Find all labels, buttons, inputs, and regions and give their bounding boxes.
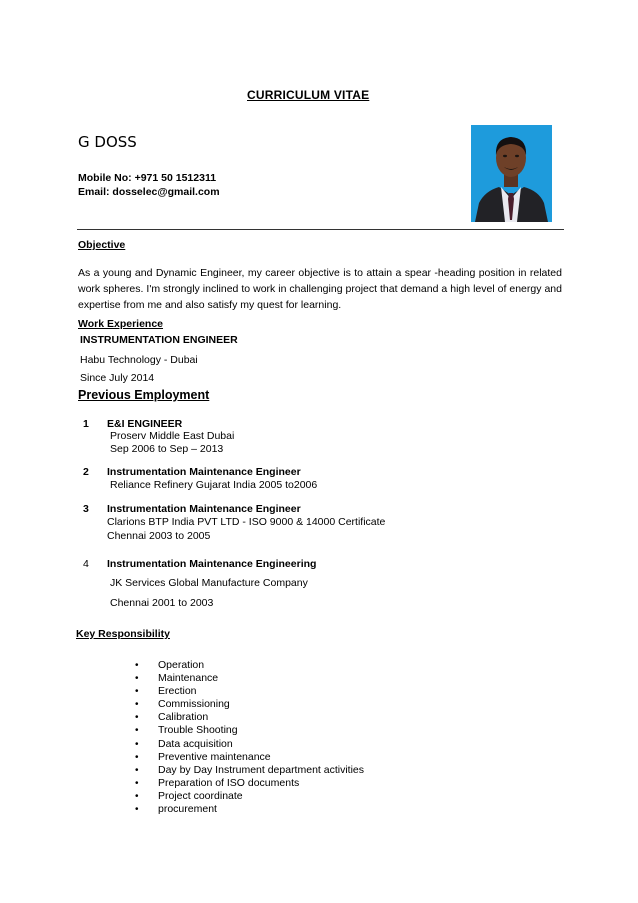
mobile-number: Mobile No: +971 50 1512311 bbox=[78, 172, 217, 184]
employment-detail: Chennai 2003 to 2005 bbox=[107, 530, 211, 542]
list-item: • Erection bbox=[135, 685, 197, 698]
employment-number: 1 bbox=[83, 418, 89, 430]
previous-employment-heading: Previous Employment bbox=[78, 388, 210, 402]
bullet-icon: • bbox=[135, 686, 139, 698]
employment-number: 4 bbox=[83, 558, 89, 570]
responsibility-list bbox=[130, 659, 364, 816]
current-since: Since July 2014 bbox=[80, 372, 155, 384]
employment-title: Instrumentation Maintenance Engineer bbox=[107, 466, 301, 478]
bullet-icon: • bbox=[135, 777, 139, 789]
key-responsibility-heading: Key Responsibility bbox=[76, 628, 170, 640]
list-item: • procurement bbox=[135, 803, 217, 816]
bullet-icon: • bbox=[135, 790, 139, 802]
employment-detail: Clarions BTP India PVT LTD - ISO 9000 & 14000 Certificate bbox=[107, 516, 386, 528]
employment-number: 2 bbox=[83, 466, 89, 478]
work-experience-heading: Work Experience bbox=[78, 318, 164, 330]
employment-title: Instrumentation Maintenance Engineer bbox=[107, 503, 301, 515]
header-divider bbox=[77, 229, 564, 230]
bullet-icon: • bbox=[135, 751, 139, 763]
employment-detail: Reliance Refinery Gujarat India 2005 to2006 bbox=[110, 479, 318, 491]
bullet-icon: • bbox=[135, 712, 139, 724]
list-item: • Preventive maintenance bbox=[135, 750, 271, 763]
employment-detail: Sep 2006 to Sep – 2013 bbox=[110, 443, 224, 455]
employment-detail: Proserv Middle East Dubai bbox=[110, 430, 235, 442]
employment-title: E&I ENGINEER bbox=[107, 418, 183, 430]
list-item: • Trouble Shooting bbox=[135, 724, 238, 737]
email-address: Email: dosselec@gmail.com bbox=[78, 186, 220, 198]
bullet-icon: • bbox=[135, 699, 139, 711]
bullet-icon: • bbox=[135, 764, 139, 776]
list-item: • Operation bbox=[135, 659, 205, 671]
objective-text: As a young and Dynamic Engineer, my career objective is to attain a spear -heading position in related work spheres. I'm strongly inclined to work in challenging project that demand a high level of energy and expertise from me and also satisfy my quest for learning. bbox=[78, 267, 562, 311]
list-item: • Commissioning bbox=[135, 698, 230, 711]
candidate-name: G DOSS bbox=[78, 133, 137, 151]
bullet-icon: • bbox=[135, 725, 139, 737]
list-item: • Maintenance bbox=[135, 672, 219, 685]
employment-detail: JK Services Global Manufacture Company bbox=[110, 577, 308, 589]
list-item: • Calibration bbox=[135, 711, 209, 724]
bullet-icon: • bbox=[135, 738, 139, 750]
current-role: INSTRUMENTATION ENGINEER bbox=[80, 334, 238, 346]
employment-title: Instrumentation Maintenance Engineering bbox=[107, 558, 317, 570]
profile-photo bbox=[471, 125, 552, 222]
employment-detail: Chennai 2001 to 2003 bbox=[110, 597, 214, 609]
list-item: • Data acquisition bbox=[135, 737, 233, 750]
document-title: CURRICULUM VITAE bbox=[247, 88, 370, 102]
list-item: • Project coordinate bbox=[135, 789, 243, 802]
list-item: • Day by Day Instrument department activities bbox=[135, 763, 365, 776]
employment-number: 3 bbox=[83, 503, 89, 515]
bullet-icon: • bbox=[135, 660, 139, 671]
bullet-icon: • bbox=[135, 673, 139, 685]
list-item: • Preparation of ISO documents bbox=[135, 776, 300, 789]
bullet-icon: • bbox=[135, 804, 139, 816]
objective-heading: Objective bbox=[78, 239, 126, 251]
current-company: Habu Technology - Dubai bbox=[80, 354, 198, 366]
